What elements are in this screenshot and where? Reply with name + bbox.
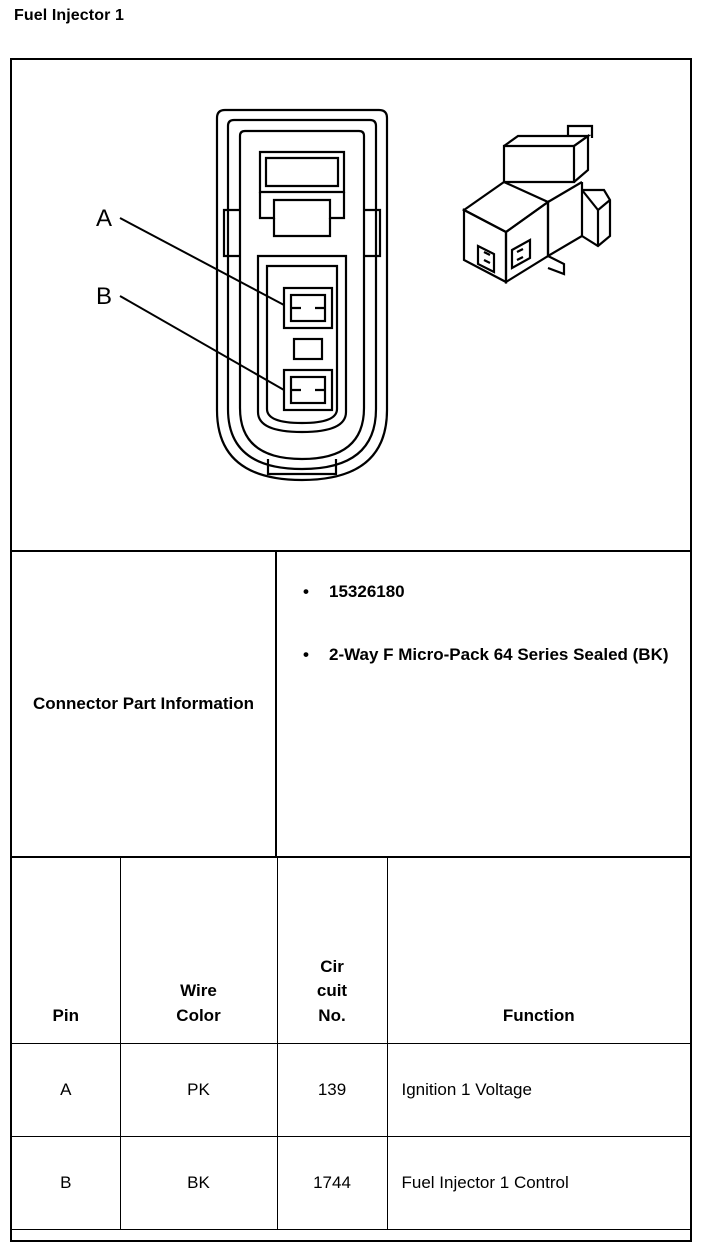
table-row — [12, 1043, 690, 1136]
callout-label-b: B — [96, 283, 113, 310]
cell-wire-color: PK — [120, 1043, 277, 1136]
connector-part-information-values — [277, 552, 690, 856]
cell-pin: B — [12, 1136, 120, 1229]
bullet-marker-icon: • — [303, 582, 309, 601]
column-header-circuit-no: Cir cuit No. — [277, 858, 387, 1043]
connector-part-description: 2-Way F Micro-Pack 64 Series Sealed (BK) — [329, 644, 669, 664]
cell-function: Ignition 1 Voltage — [387, 1043, 690, 1136]
connector-part-number: 15326180 — [329, 582, 405, 601]
table-row — [12, 1136, 690, 1229]
callout-label-a: A — [96, 205, 113, 232]
connector-part-information-label: Connector Part Information — [12, 552, 277, 856]
bullet-marker-icon: • — [303, 644, 309, 664]
cell-function: Fuel Injector 1 Control — [387, 1136, 690, 1229]
column-header-pin: Pin — [12, 858, 120, 1043]
cell-circuit-no: 1744 — [277, 1136, 387, 1229]
connector-diagram — [12, 60, 690, 552]
cell-pin: A — [12, 1043, 120, 1136]
column-header-function: Function — [387, 858, 690, 1043]
connector-illustration — [12, 60, 690, 548]
column-header-wire-color: Wire Color — [120, 858, 277, 1043]
connector-part-information-section — [12, 552, 690, 858]
table-header-row — [12, 858, 690, 1043]
connector-part-bullet — [295, 643, 672, 668]
page-title: Fuel Injector 1 — [14, 7, 124, 24]
cell-wire-color: BK — [120, 1136, 277, 1229]
connector-sheet — [10, 58, 692, 1242]
cell-circuit-no: 139 — [277, 1043, 387, 1136]
connector-part-bullet — [295, 580, 672, 605]
pin-table — [12, 858, 690, 1230]
